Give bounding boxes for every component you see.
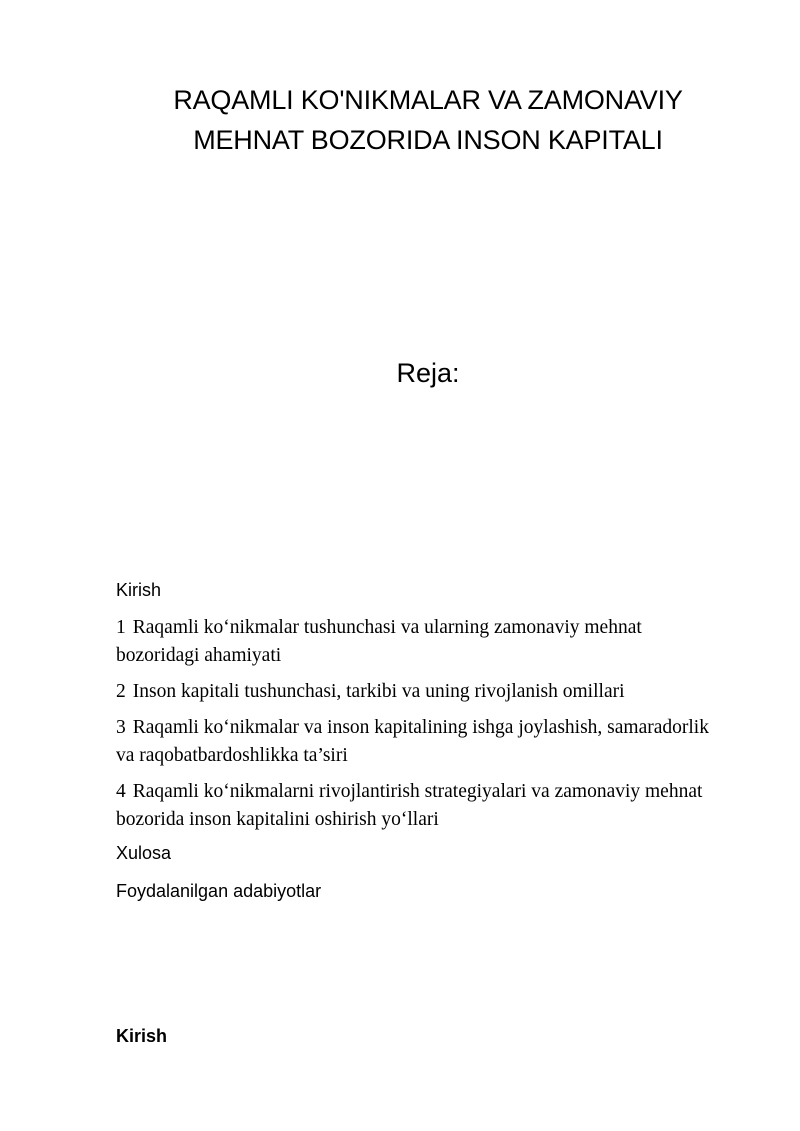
toc-conclusion: Xulosa [116,843,172,863]
toc-item-3 [116,714,716,770]
title-line-1: RAQAMLI KO'NIKMALAR VA ZAMONAVIY [173,85,683,115]
plan-heading: Reja: [396,358,460,388]
toc-item-number: 1 [116,617,126,638]
document-title [100,80,756,160]
toc-references: Foydalanilgan adabiyotlar [116,881,322,901]
toc-item-text: Raqamli ko‘nikmalar tushunchasi va ularning zamonaviy mehnat bozoridagi ahamiyati [116,617,642,666]
toc-item-2 [116,678,716,706]
toc-item-text: Raqamli ko‘nikmalarni rivojlantirish strategiyalari va zamonaviy mehnat bozorida inson kapitalini oshirish yo‘llari [116,781,703,830]
section-heading-intro: Kirish [116,1026,168,1046]
toc-item-number: 3 [116,717,126,738]
toc-item-number: 4 [116,781,126,802]
toc-item-4 [116,778,716,834]
table-of-contents [116,577,716,904]
toc-item-text: Raqamli ko‘nikmalar va inson kapitalining ishga joylashish, samaradorlik va raqobatbardoshlikka ta’siri [116,717,709,766]
toc-item-text: Inson kapitali tushunchasi, tarkibi va uning rivojlanish omillari [132,681,625,702]
toc-item-1 [116,614,716,670]
toc-intro: Kirish [116,580,162,600]
toc-item-number: 2 [116,681,126,702]
title-line-2: MEHNAT BOZORIDA INSON KAPITALI [193,125,663,155]
